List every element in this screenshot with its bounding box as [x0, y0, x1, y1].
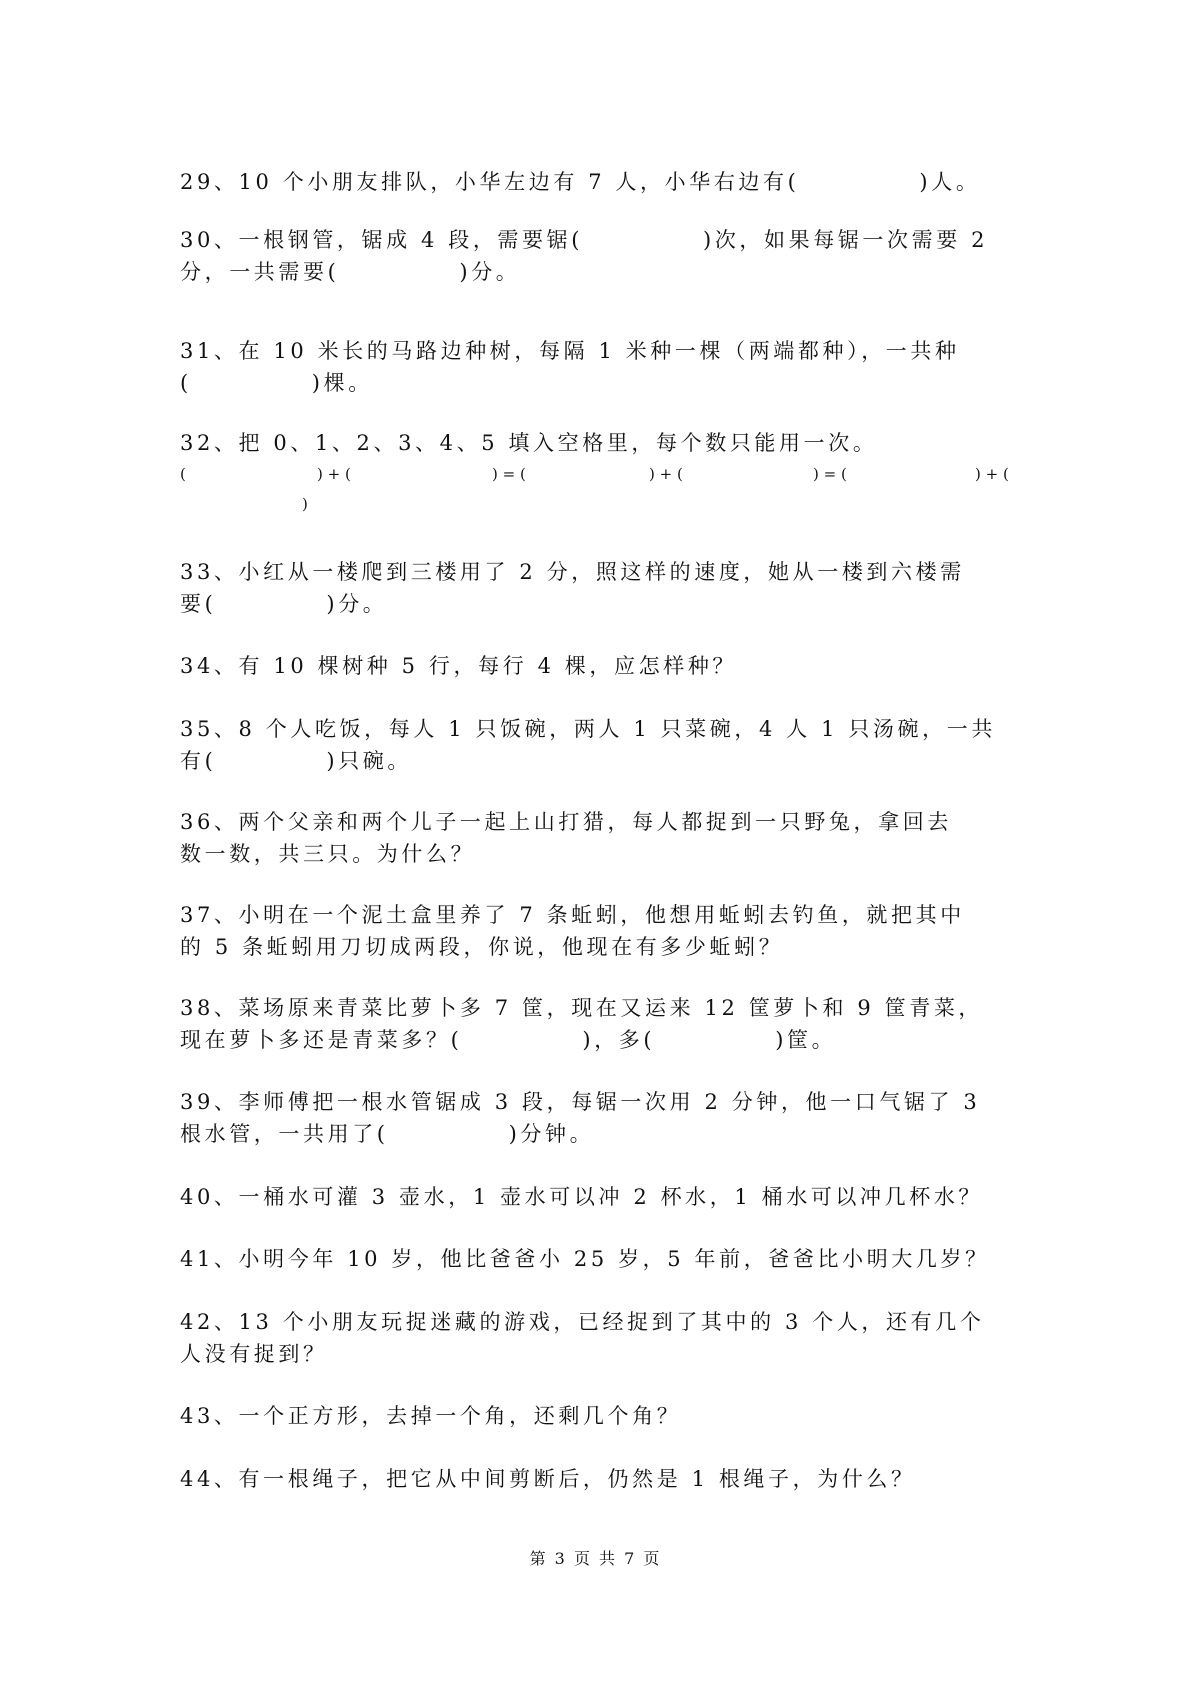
question-31: 31、在 10 米长的马路边种树，每隔 1 米种一棵（两端都种），一共种 ( )棵。 — [180, 339, 960, 395]
question-40: 40、一桶水可灌 3 壶水，1 壶水可以冲 2 杯水，1 桶水可以冲几杯水？ — [180, 1185, 984, 1209]
question-33: 33、小红从一楼爬到三楼用了 2 分，照这样的速度，她从一楼到六楼需 要( )分。 — [180, 560, 965, 616]
question-43: 43、一个正方形，去掉一个角，还剩几个角？ — [180, 1404, 682, 1428]
equation-part: ) = ( — [813, 465, 847, 483]
question-29: 29、10 个小朋友排队，小华左边有 7 人，小华右边有( )人。 — [180, 170, 981, 194]
question-32: 32、把 0、1、2、3、4、5 填入空格里，每个数只能用一次。 — [180, 431, 878, 455]
question-34: 34、有 10 棵树种 5 行，每行 4 棵，应怎样种？ — [180, 654, 738, 678]
question-39: 39、李师傅把一根水管锯成 3 段，每锯一次用 2 分钟，他一口气锯了 3 根水管，一共用了( )分钟。 — [180, 1090, 981, 1146]
question-36: 36、两个父亲和两个儿子一起上山打猎，每人都捉到一只野兔，拿回去 数一数，共三只。为什么？ — [180, 810, 952, 866]
equation-part: ) + ( — [975, 465, 1009, 483]
question-35: 35、8 个人吃饭，每人 1 只饭碗，两人 1 只菜碗，4 人 1 只汤碗，一共 有( )只碗。 — [180, 717, 996, 773]
question-44: 44、有一根绳子，把它从中间剪断后，仍然是 1 根绳子，为什么？ — [180, 1467, 916, 1491]
question-37: 37、小明在一个泥土盒里养了 7 条蚯蚓，他想用蚯蚓去钓鱼，就把其中 的 5 条蚯蚓用刀切成两段，你说，他现在有多少蚯蚓？ — [180, 903, 965, 959]
equation-part: ) = ( — [492, 465, 526, 483]
page-footer: 第 3 页 共 7 页 — [529, 1549, 662, 1568]
equation-part: ) + ( — [317, 465, 351, 483]
equation-part: ) — [302, 495, 308, 513]
equation-part: ) + ( — [649, 465, 683, 483]
question-30: 30、一根钢管，锯成 4 段，需要锯( )次，如果每锯一次需要 2 分，一共需要( )分。 — [180, 228, 989, 284]
question-41: 41、小明今年 10 岁，他比爸爸小 25 岁，5 年前，爸爸比小明大几岁？ — [180, 1247, 990, 1271]
question-42: 42、13 个小朋友玩捉迷藏的游戏，已经捉到了其中的 3 个人，还有几个 人没有捉到？ — [180, 1310, 985, 1366]
question-38: 38、菜场原来青菜比萝卜多 7 筐，现在又运来 12 筐萝卜和 9 筐青菜， 现在萝卜多还是青菜多？( )，多( )筐。 — [180, 996, 984, 1052]
equation-part: ( — [180, 465, 186, 483]
